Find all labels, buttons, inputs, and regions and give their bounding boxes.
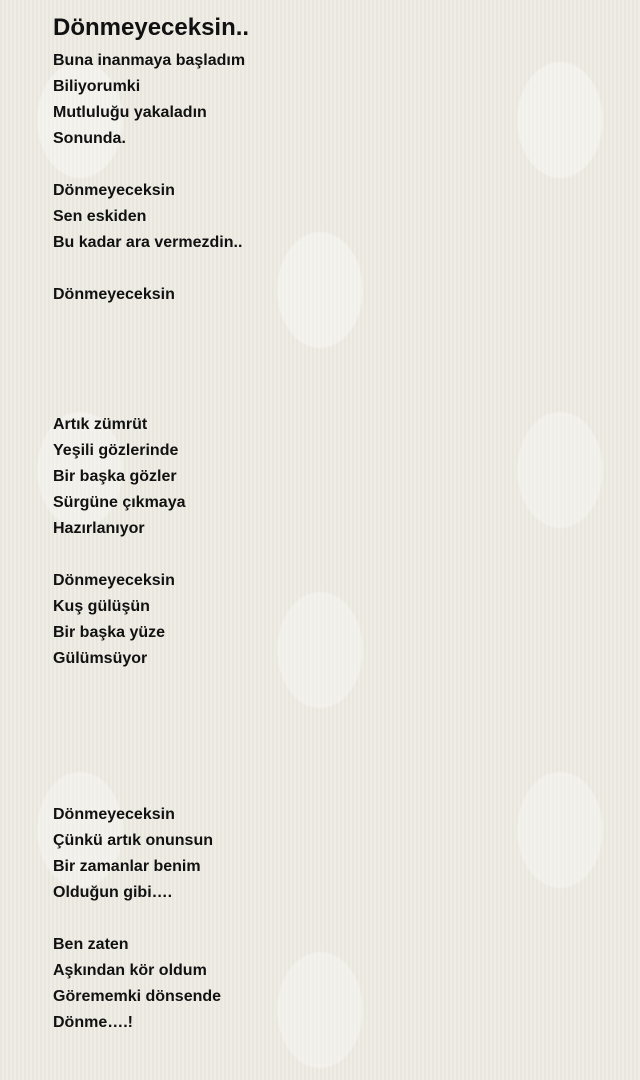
- poem-line: Dönmeyeceksin: [53, 806, 175, 823]
- poem-line-blank: [53, 386, 613, 412]
- poem-line: Buna inanmaya başladım: [53, 52, 246, 69]
- poem-line-blank: [53, 672, 613, 698]
- poem-line: Görememki dönsende: [53, 988, 222, 1005]
- poem-line: Bir başka yüze: [53, 624, 166, 641]
- poem-line: Artık zümrüt: [53, 416, 148, 433]
- poem-line-blank: [53, 542, 613, 568]
- poem-line: Hazırlanıyor: [53, 520, 145, 537]
- poem-line: Ben zaten: [53, 936, 129, 953]
- poem-line: Biliyorumki: [53, 78, 141, 95]
- poem-line-blank: [53, 308, 613, 334]
- poem-line-blank: [53, 776, 613, 802]
- poem-line: Sen eskiden: [53, 208, 147, 225]
- poem-line-blank: [53, 724, 613, 750]
- poem-line: Dönmeyeceksin: [53, 286, 175, 303]
- poem-line: Sonunda.: [53, 130, 126, 147]
- poem-line: Mutluluğu yakaladın: [53, 104, 207, 121]
- poem-line: Bir başka gözler: [53, 468, 177, 485]
- poem-line: Aşkından kör oldum: [53, 962, 207, 979]
- poem-line: Dönmeyeceksin: [53, 182, 175, 199]
- poem-line: Çünkü artık onunsun: [53, 832, 213, 849]
- poem-line: Kuş gülüşün: [53, 598, 150, 615]
- poem-line: Bir zamanlar benim: [53, 858, 201, 875]
- poem-line: Yeşili gözlerinde: [53, 442, 179, 459]
- poem-line: Sürgüne çıkmaya: [53, 494, 186, 511]
- poem-line: Gülümsüyor: [53, 650, 148, 667]
- poem-line: Olduğun gibi….: [53, 884, 173, 901]
- poem-line: Dönmeyeceksin: [53, 572, 175, 589]
- poem-line-blank: [53, 750, 613, 776]
- poem-line-blank: [53, 906, 613, 932]
- poem-line: Bu kadar ara vermezdin..: [53, 234, 243, 251]
- poem-line-blank: [53, 360, 613, 386]
- poem-title: Dönmeyeceksin..: [53, 14, 250, 41]
- poem-container: [53, 10, 613, 1036]
- poem-body: [53, 48, 613, 1036]
- poem-line-blank: [53, 334, 613, 360]
- poem-line-blank: [53, 256, 613, 282]
- poem-line: Dönme….!: [53, 1014, 133, 1031]
- poem-line-blank: [53, 698, 613, 724]
- poem-line-blank: [53, 152, 613, 178]
